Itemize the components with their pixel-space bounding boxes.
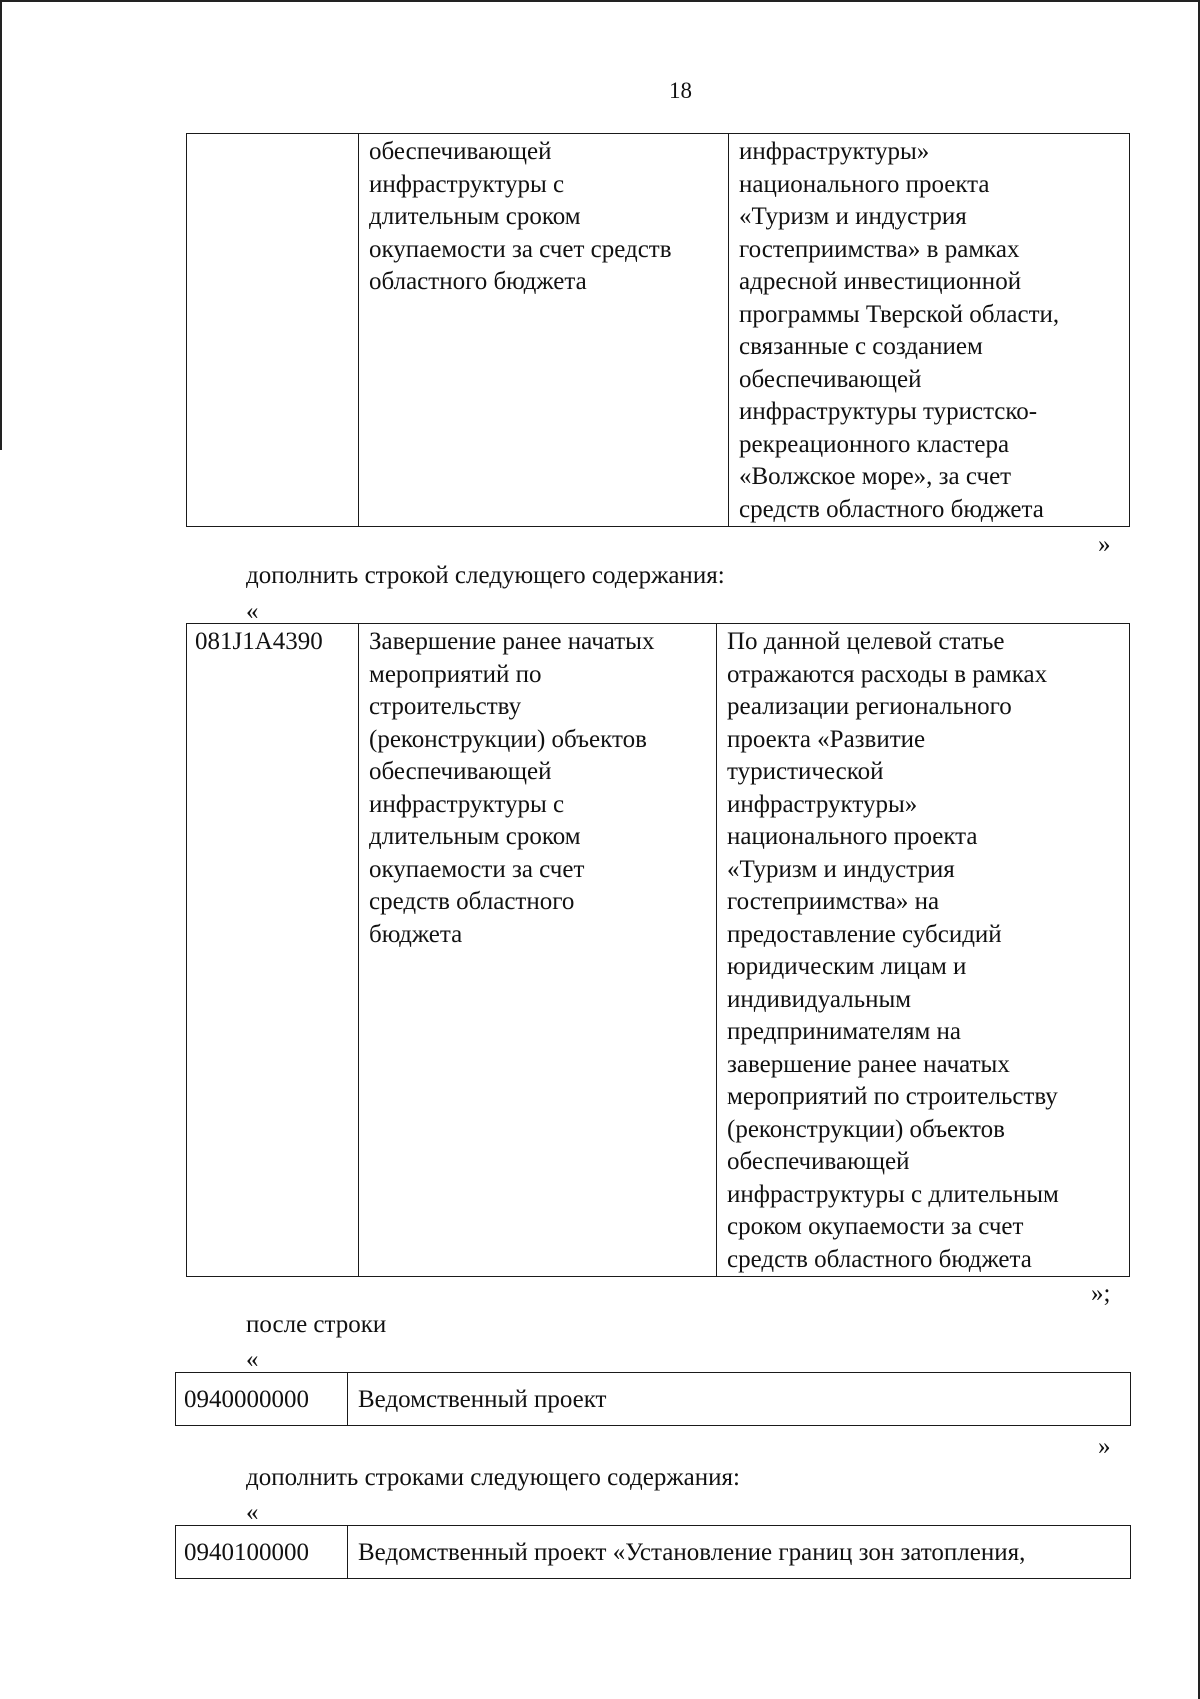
page-edge-left: [0, 0, 2, 450]
code-cell: [187, 134, 359, 527]
page-number: 18: [669, 78, 692, 103]
name-cell: Ведомственный проект: [348, 1373, 1131, 1426]
table-row: [187, 624, 1130, 1277]
page-edge-top: [0, 0, 1200, 2]
table-row: [187, 134, 1130, 527]
close-quote-1: »: [1098, 531, 1111, 558]
name-cell: Завершение ранее начатых мероприятий по строительству (реконструкции) объектов обеспечивающей инфраструктуры с длительным сроком окупаемости за счет средств областного бюджета: [359, 624, 717, 1277]
table-added-rows: [175, 1525, 1131, 1579]
table-continued: [186, 133, 1130, 527]
paragraph-after-row: после строки: [246, 1311, 387, 1338]
name-cell: Ведомственный проект «Установление границ зон затопления,: [348, 1526, 1131, 1579]
open-quote-2: «: [246, 1346, 259, 1373]
table-new-row: [186, 623, 1130, 1277]
code-cell: 0940100000: [176, 1526, 348, 1579]
paragraph-add-row: дополнить строкой следующего содержания:: [246, 562, 725, 589]
open-quote-1: «: [246, 598, 259, 625]
paragraph-add-rows: дополнить строками следующего содержания:: [246, 1464, 740, 1491]
table-row: [176, 1526, 1131, 1579]
table-reference-row: [175, 1372, 1131, 1426]
close-quote-2: »;: [1091, 1280, 1111, 1307]
code-cell: 0940000000: [176, 1373, 348, 1426]
close-quote-3: »: [1098, 1433, 1111, 1460]
open-quote-3: «: [246, 1499, 259, 1526]
table-row: [176, 1373, 1131, 1426]
description-cell: По данной целевой статье отражаются расходы в рамках реализации регионального проекта «Развитие туристической инфраструктуры» национального проекта «Туризм и индустрия гостеприимства» на предоставление субсидий юридическим лицам и индивидуальным предпринимателям на завершение ранее начатых мероприятий по строительству (реконструкции) объектов обеспечивающей инфраструктуры с длительным сроком окупаемости за счет средств областного бюджета: [717, 624, 1130, 1277]
description-cell: инфраструктуры» национального проекта «Туризм и индустрия гостеприимства» в рамках адресной инвестиционной программы Тверской области, связанные с созданием обеспечивающей инфраструктуры туристско- рекреационного кластера «Волжское море», за счет средств областного бюджета: [729, 134, 1130, 527]
name-cell: обеспечивающей инфраструктуры с длительным сроком окупаемости за счет средств областного бюджета: [359, 134, 729, 527]
code-cell: 081J1A4390: [187, 624, 359, 1277]
